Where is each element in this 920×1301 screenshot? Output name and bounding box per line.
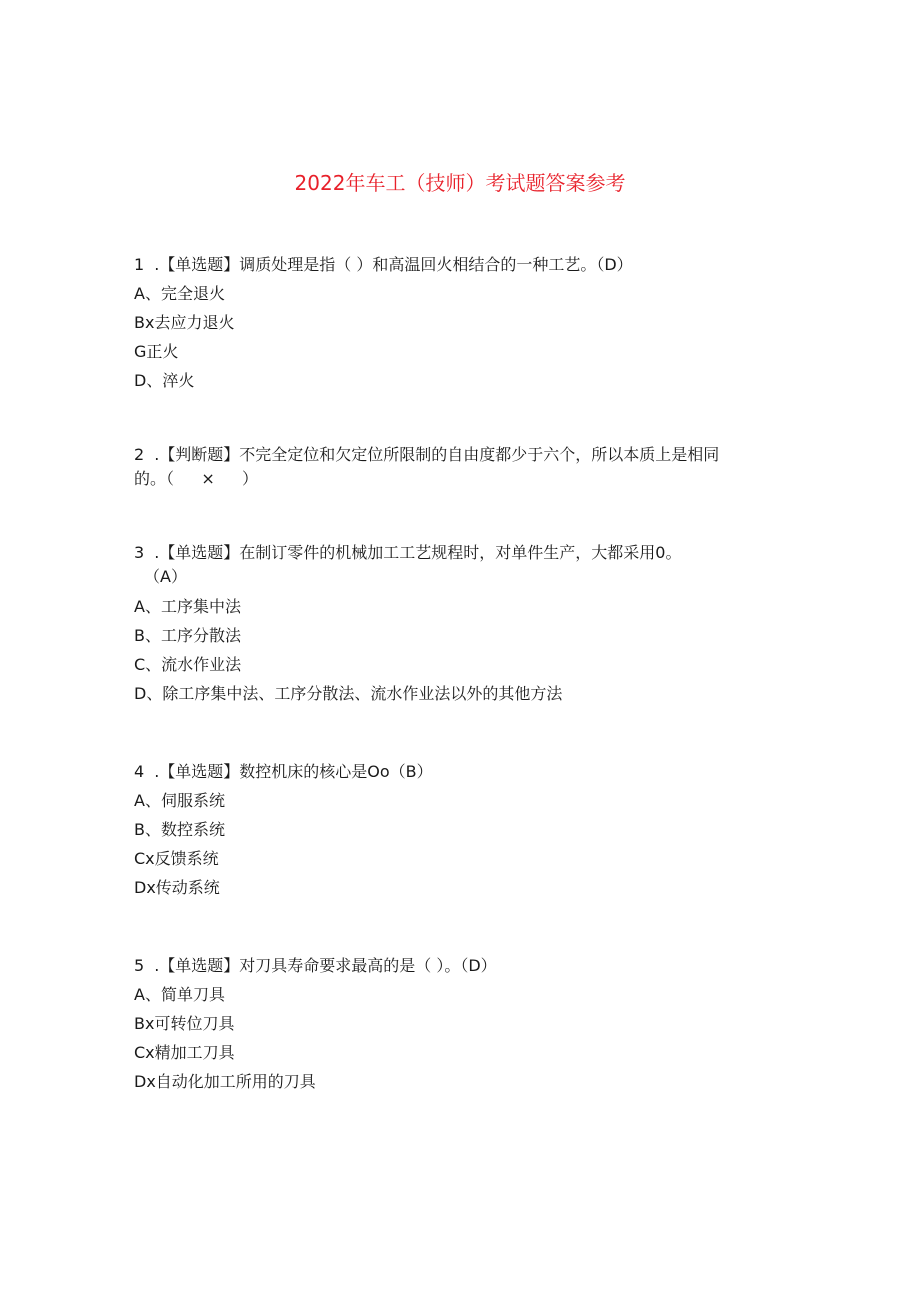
question-2 [134,443,774,491]
answer-mark: × [201,469,215,488]
question-text-prefix: 的。（ [134,469,175,488]
question-stem [134,541,774,565]
question-text-suffix: ） [242,469,259,488]
document-title: 2022年车工（技师）考试题答案参考 [294,171,626,195]
question-stem [134,253,774,277]
option-b: B、数控系统 [134,820,225,839]
option-c: Cx精加工刀具 [134,1043,235,1062]
option-a: A、工序集中法 [134,597,241,616]
option-a: A、完全退火 [134,284,225,303]
question-text: .【单选题】在制订零件的机械加工工艺规程时，对单件生产，大都采用0。 [154,543,682,562]
question-stem [134,760,774,784]
question-5 [134,954,774,1099]
question-answer: （A） [144,567,187,586]
option-d: Dx自动化加工所用的刀具 [134,1072,316,1091]
option-c: Cx反馈系统 [134,849,219,868]
option-b: B、工序分散法 [134,626,241,645]
option-d: Dx传动系统 [134,878,220,897]
option-c: G正火 [134,342,179,361]
question-3 [134,541,774,711]
option-a: A、伺服系统 [134,791,225,810]
option-c: C、流水作业法 [134,655,242,674]
question-number: 3 [134,543,145,562]
option-d: D、除工序集中法、工序分散法、流水作业法以外的其他方法 [134,684,563,703]
question-stem [134,954,774,978]
question-number: 4 [134,762,145,781]
question-number: 2 [134,445,145,464]
question-text: .【判断题】不完全定位和欠定位所限制的自由度都少于六个，所以本质上是相同 [154,445,720,464]
question-text: .【单选题】调质处理是指（ ）和高温回火相结合的一种工艺。（D） [154,255,633,274]
question-stem [134,443,774,467]
question-stem-continued [134,467,774,491]
true-false-answer [174,467,242,491]
option-b: Bx去应力退火 [134,313,235,332]
option-d: D、淬火 [134,371,195,390]
question-text: .【单选题】对刀具寿命要求最高的是（ ）。（D） [154,956,497,975]
question-number: 5 [134,956,145,975]
question-4 [134,760,774,905]
question-text: .【单选题】数控机床的核心是Oo（B） [154,762,433,781]
option-b: Bx可转位刀具 [134,1014,235,1033]
question-1 [134,253,774,398]
option-a: A、简单刀具 [134,985,225,1004]
question-number: 1 [134,255,145,274]
